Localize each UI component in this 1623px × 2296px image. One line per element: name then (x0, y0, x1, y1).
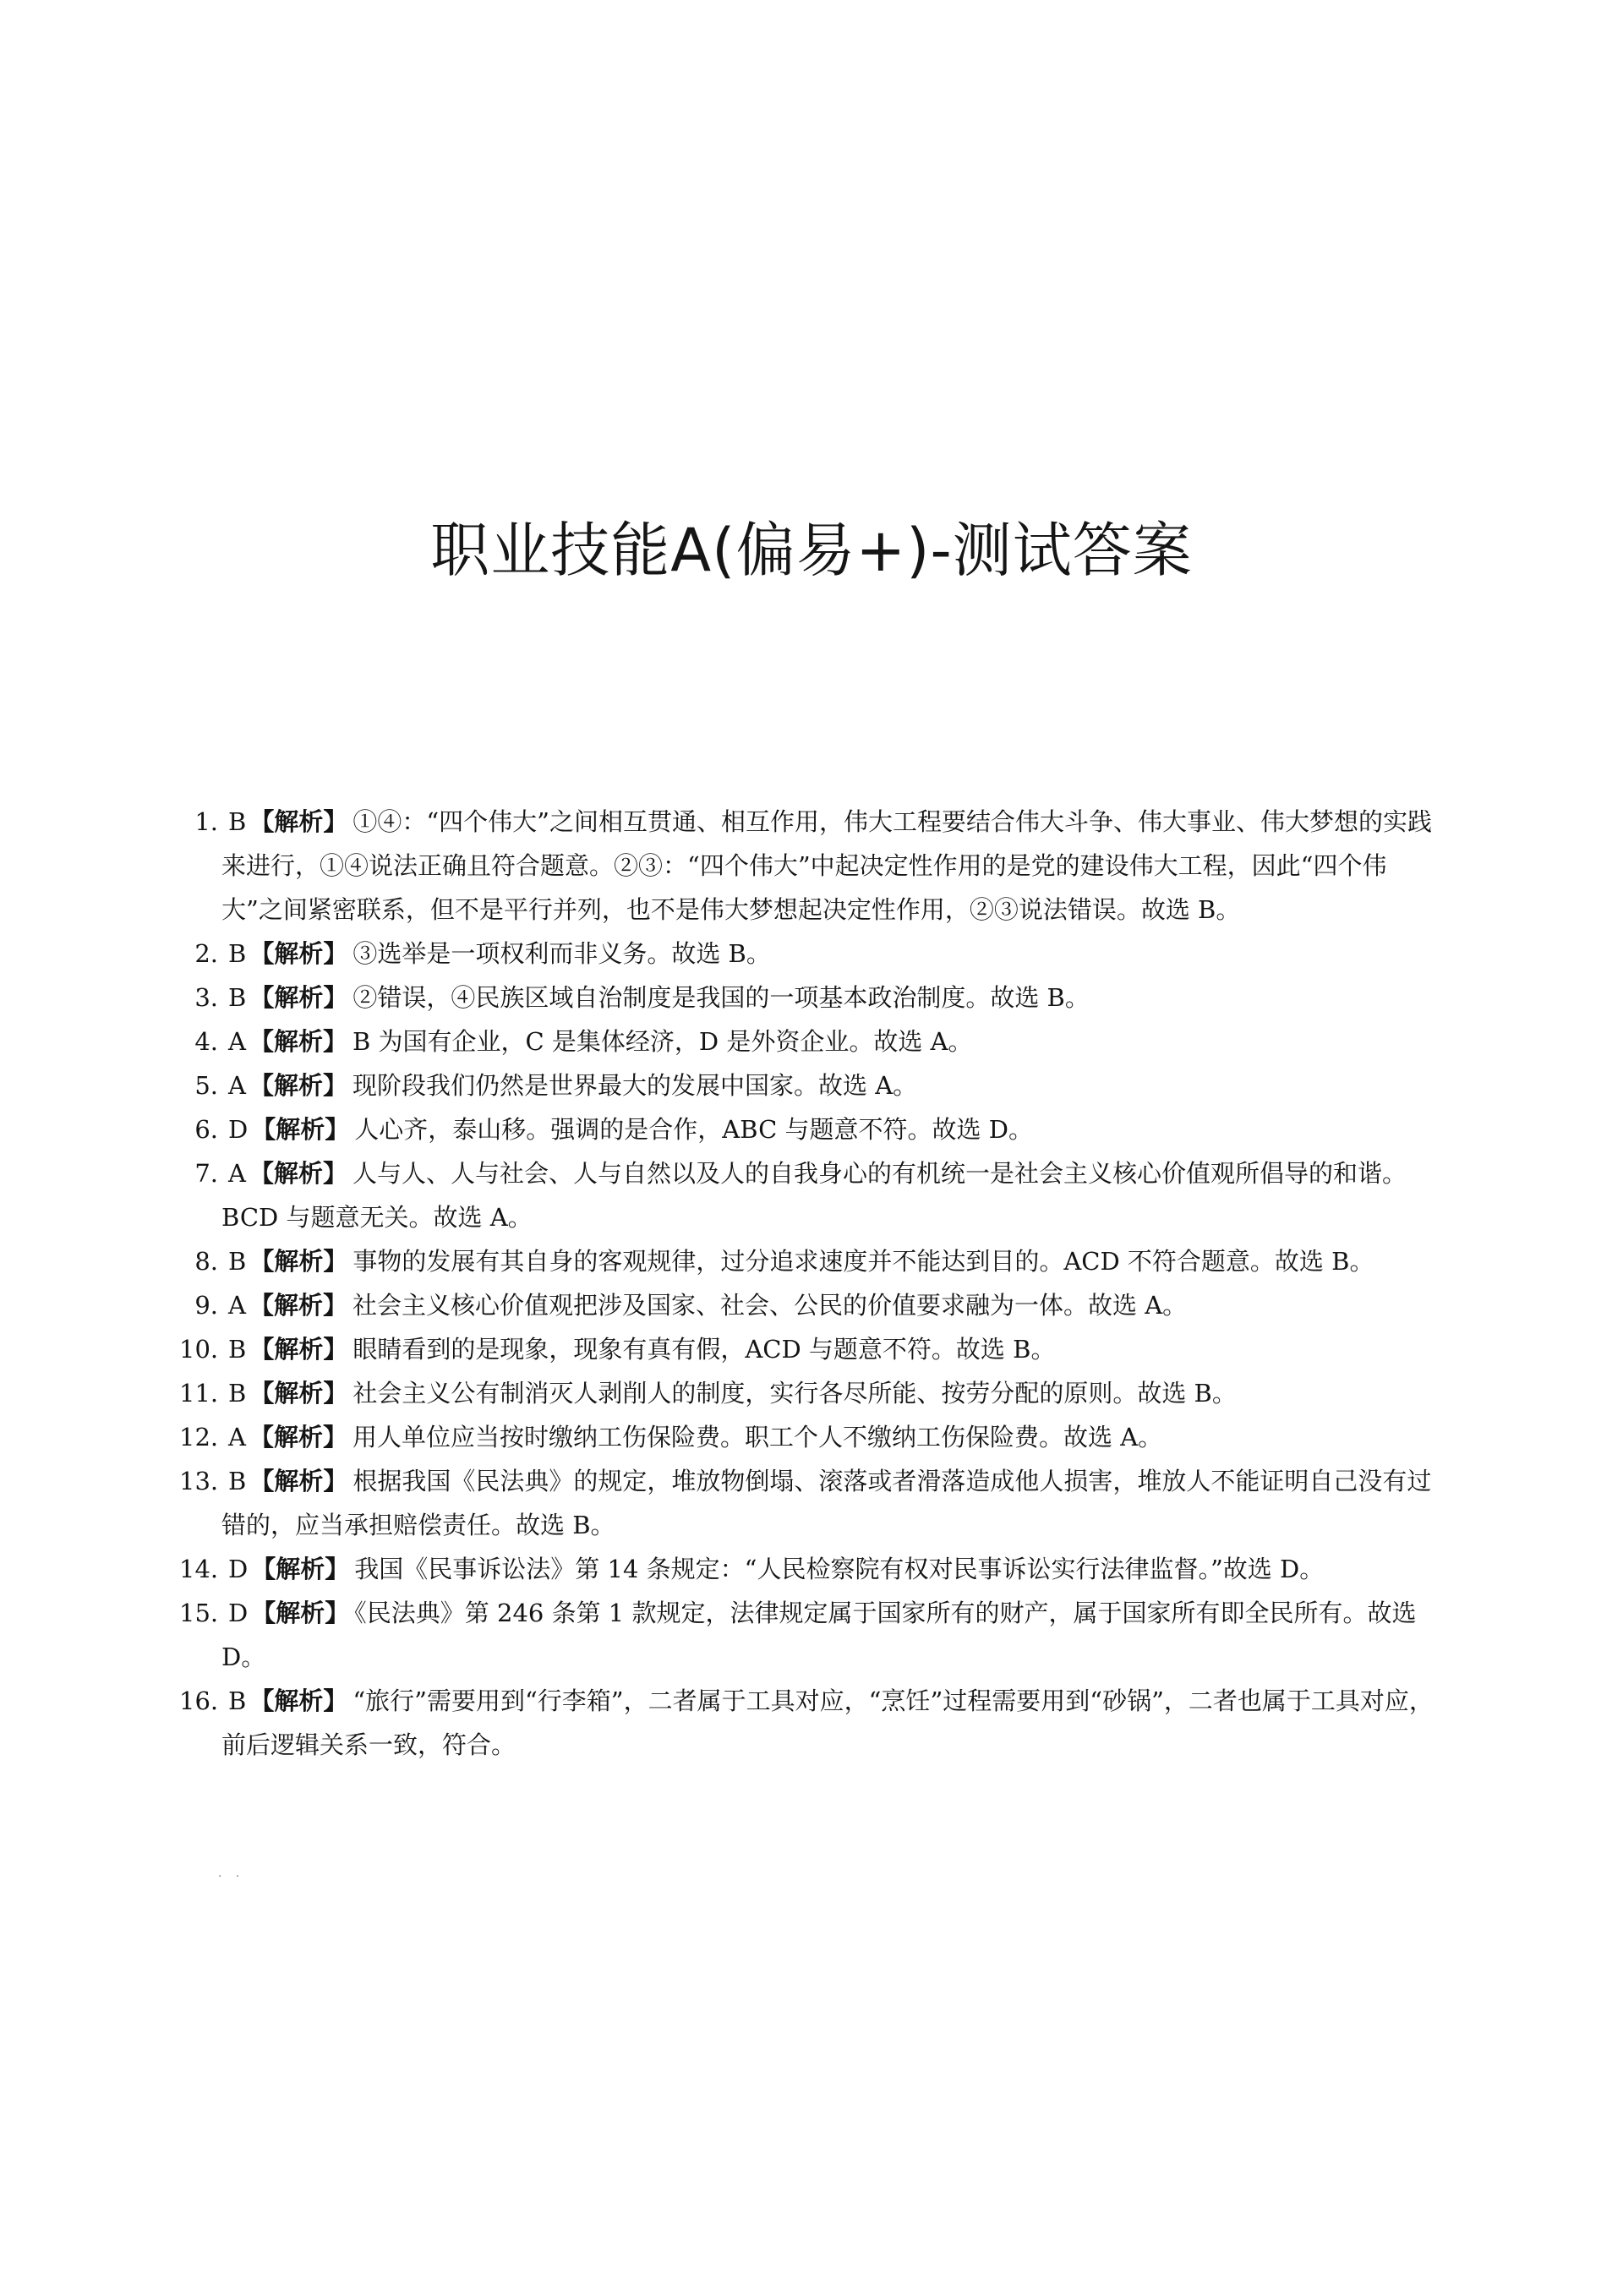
answer-choice: A (228, 1291, 246, 1320)
answer-number: 12. (179, 1423, 219, 1451)
scan-artifact: · · (218, 1870, 245, 1883)
analysis-tag: 【解析】 (249, 983, 348, 1012)
analysis-tag: 【解析】 (251, 1115, 350, 1144)
answer-item-11 (179, 1371, 1447, 1415)
analysis-tag: 【解析】 (249, 1071, 347, 1100)
answer-choice: A (228, 1423, 246, 1451)
answer-number: 1. (194, 807, 218, 836)
analysis-tag: 【解析】 (249, 1686, 348, 1715)
answer-choice: D (228, 1555, 249, 1583)
analysis-text: 用人单位应当按时缴纳工伤保险费。职工个人不缴纳工伤保险费。故选 A。 (352, 1423, 1163, 1451)
analysis-text: 社会主义公有制消灭人剥削人的制度，实行各尽所能、按劳分配的原则。故选 B。 (352, 1379, 1237, 1408)
answer-choice: A (228, 1159, 246, 1188)
answer-choice: B (228, 807, 247, 836)
answer-choice: D (228, 1599, 249, 1627)
analysis-tag: 【解析】 (249, 1335, 348, 1364)
answer-list (179, 800, 1447, 1767)
answer-choice: A (228, 1027, 246, 1056)
answer-number: 10. (179, 1335, 219, 1364)
analysis-tag: 【解析】 (249, 939, 348, 968)
analysis-tag: 【解析】 (251, 1555, 350, 1583)
answer-item-6 (179, 1107, 1447, 1151)
answer-number: 16. (179, 1686, 219, 1715)
answer-item-16 (179, 1679, 1447, 1767)
analysis-tag: 【解析】 (249, 1247, 348, 1276)
analysis-text: 人心齐，泰山移。强调的是合作，ABC 与题意不符。故选 D。 (354, 1115, 1033, 1144)
answer-item-4 (179, 1020, 1447, 1063)
answer-number: 14. (179, 1555, 219, 1583)
answer-item-14 (179, 1547, 1447, 1591)
analysis-tag: 【解析】 (249, 1423, 347, 1451)
analysis-text: 人与人、人与社会、人与自然以及人的自我身心的有机统一是社会主义核心价值观所倡导的和谐。BCD 与题意无关。故选 A。 (221, 1159, 1407, 1232)
answer-item-5 (179, 1063, 1447, 1107)
analysis-text: 根据我国《民法典》的规定，堆放物倒塌、滚落或者滑落造成他人损害，堆放人不能证明自己没有过错的，应当承担赔偿责任。故选 B。 (221, 1467, 1432, 1539)
analysis-text: ③选举是一项权利而非义务。故选 B。 (352, 939, 771, 968)
analysis-tag: 【解析】 (249, 1027, 347, 1056)
answer-number: 6. (194, 1115, 218, 1144)
answer-choice: A (228, 1071, 246, 1100)
answer-number: 11. (179, 1379, 219, 1408)
answer-number: 2. (194, 939, 218, 968)
analysis-tag: 【解析】 (249, 1379, 348, 1408)
analysis-text: 《民法典》第 246 条第 1 款规定，法律规定属于国家所有的财产，属于国家所有即全民所有。故选 D。 (221, 1599, 1417, 1671)
answer-number: 3. (194, 983, 218, 1012)
answer-item-9 (179, 1283, 1447, 1327)
answer-number: 4. (194, 1027, 218, 1056)
analysis-tag: 【解析】 (249, 1159, 347, 1188)
answer-item-3 (179, 976, 1447, 1020)
answer-item-1 (179, 800, 1447, 932)
answer-choice: B (228, 1379, 247, 1408)
answer-item-2 (179, 932, 1447, 976)
analysis-text: 现阶段我们仍然是世界最大的发展中国家。故选 A。 (352, 1071, 918, 1100)
answer-number: 13. (179, 1467, 219, 1495)
analysis-text: 事物的发展有其自身的客观规律，过分追求速度并不能达到目的。ACD 不符合题意。故选 B。 (352, 1247, 1374, 1276)
answer-number: 7. (194, 1159, 218, 1188)
answer-number: 15. (179, 1599, 219, 1627)
answer-item-7 (179, 1151, 1447, 1239)
answer-item-15 (179, 1591, 1447, 1679)
answer-item-8 (179, 1239, 1447, 1283)
analysis-text: 社会主义核心价值观把涉及国家、社会、公民的价值要求融为一体。故选 A。 (352, 1291, 1188, 1320)
answer-choice: B (228, 983, 247, 1012)
answer-choice: B (228, 1686, 247, 1715)
analysis-text: B 为国有企业，C 是集体经济，D 是外资企业。故选 A。 (352, 1027, 973, 1056)
answer-choice: D (228, 1115, 249, 1144)
answer-number: 9. (194, 1291, 218, 1320)
analysis-tag: 【解析】 (249, 1467, 348, 1495)
answer-choice: B (228, 1335, 247, 1364)
analysis-text: ②错误，④民族区域自治制度是我国的一项基本政治制度。故选 B。 (352, 983, 1090, 1012)
answer-number: 8. (194, 1247, 218, 1276)
answer-item-12 (179, 1415, 1447, 1459)
answer-choice: B (228, 1247, 247, 1276)
analysis-tag: 【解析】 (249, 1291, 347, 1320)
analysis-text: 眼睛看到的是现象，现象有真有假，ACD 与题意不符。故选 B。 (352, 1335, 1056, 1364)
analysis-text: “旅行”需要用到“行李箱”，二者属于工具对应，“烹饪”过程需要用到“砂锅”，二者也属于工具对应，前后逻辑关系一致，符合。 (221, 1686, 1434, 1759)
analysis-tag: 【解析】 (251, 1599, 350, 1627)
analysis-text: ①④：“四个伟大”之间相互贯通、相互作用，伟大工程要结合伟大斗争、伟大事业、伟大梦想的实践来进行，①④说法正确且符合题意。②③：“四个伟大”中起决定性作用的是党的建设伟大工程，因此“四个伟大”之间紧密联系，但不是平行并列，也不是伟大梦想起决定性作用，②③说法错误。故选 B。 (221, 807, 1432, 924)
answer-choice: B (228, 939, 247, 968)
analysis-tag: 【解析】 (249, 807, 348, 836)
answer-number: 5. (194, 1071, 218, 1100)
answer-item-10 (179, 1327, 1447, 1371)
answer-item-13 (179, 1459, 1447, 1547)
answer-choice: B (228, 1467, 247, 1495)
page-title: 职业技能A(偏易+)-测试答案 (430, 515, 1193, 585)
analysis-text: 我国《民事诉讼法》第 14 条规定：“人民检察院有权对民事诉讼实行法律监督。”故选 D。 (354, 1555, 1325, 1583)
